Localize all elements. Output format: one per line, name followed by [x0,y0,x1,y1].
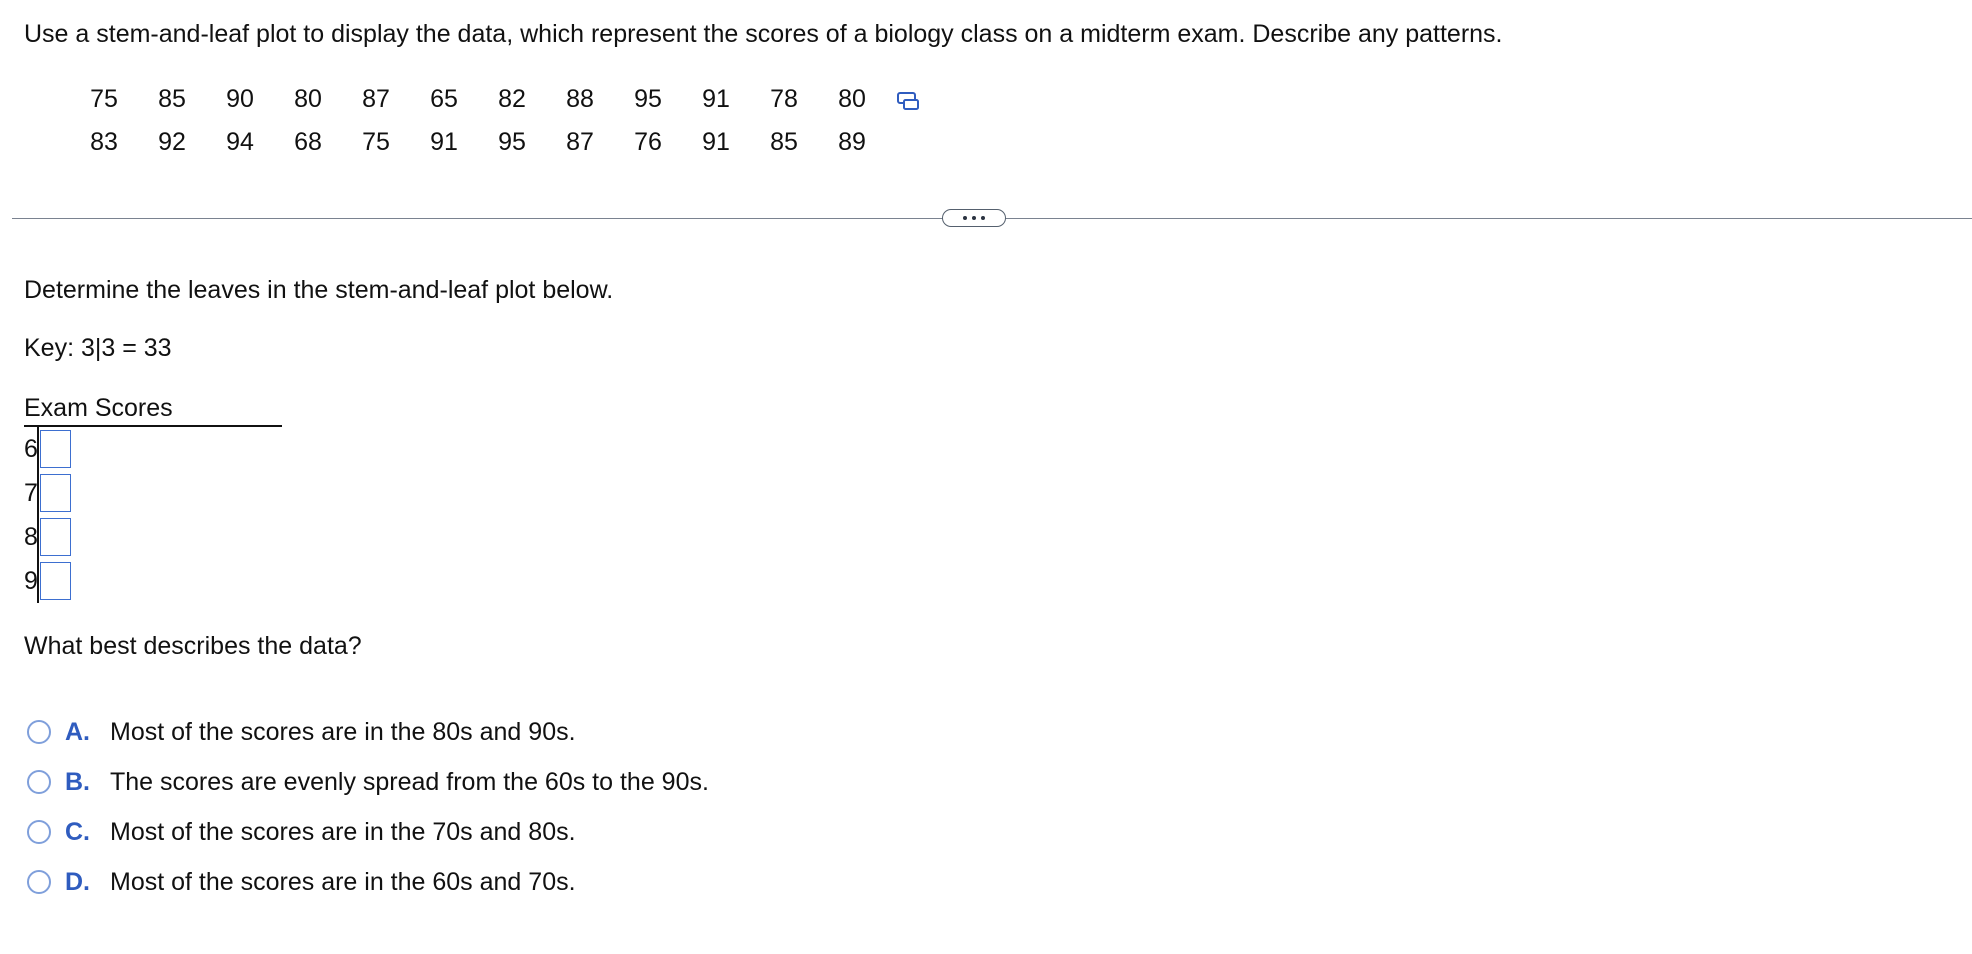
leaf-input-9[interactable] [40,562,71,600]
data-value: 91 [702,128,730,156]
more-options-icon [981,216,985,220]
choice-text: Most of the scores are in the 60s and 70s. [110,867,576,896]
stem-label: 7 [24,471,39,515]
stem-label: 8 [24,515,39,559]
data-value: 89 [838,128,866,156]
data-value: 88 [566,85,594,113]
question-text: Use a stem-and-leaf plot to display the data, which represent the scores of a biology class on a midterm exam. Describe any patterns. [24,20,1503,48]
data-value: 68 [294,128,322,156]
copy-data-icon-graphic [896,90,922,112]
data-row [70,78,886,121]
stem-label: 9 [24,559,39,603]
data-table [70,78,886,164]
data-value: 94 [226,128,254,156]
stem-leaf-plot [24,392,282,603]
data-row [70,121,886,164]
plot-key: Key: 3|3 = 33 [24,334,172,362]
choice-letter: D. [65,867,90,896]
data-value: 65 [430,85,458,113]
choice-letter: B. [65,767,90,796]
plot-row [24,471,282,515]
plot-row [24,559,282,603]
data-value: 87 [566,128,594,156]
data-value: 85 [770,128,798,156]
plot-rows [24,427,282,603]
choice-c[interactable] [27,807,709,857]
data-value: 92 [158,128,186,156]
radio-button[interactable] [27,720,51,744]
instruction-text: Determine the leaves in the stem-and-leaf plot below. [24,276,614,304]
data-value: 75 [362,128,390,156]
data-value: 87 [362,85,390,113]
question-prompt: What best describes the data? [24,632,362,660]
data-value: 95 [498,128,526,156]
choice-text: Most of the scores are in the 70s and 80s. [110,817,576,846]
choice-d[interactable] [27,857,709,907]
radio-button[interactable] [27,820,51,844]
choice-b[interactable] [27,757,709,807]
data-value: 82 [498,85,526,113]
choice-letter: A. [65,717,90,746]
plot-title: Exam Scores [24,392,282,427]
copy-data-icon[interactable] [896,90,922,112]
more-options-icon [972,216,976,220]
choice-text: The scores are evenly spread from the 60s to the 90s. [110,767,709,796]
data-value: 83 [90,128,118,156]
data-value: 95 [634,85,662,113]
choice-letter: C. [65,817,90,846]
data-value: 80 [294,85,322,113]
data-value: 78 [770,85,798,113]
leaf-input-7[interactable] [40,474,71,512]
radio-button[interactable] [27,770,51,794]
data-value: 91 [430,128,458,156]
choice-a[interactable] [27,707,709,757]
data-value: 91 [702,85,730,113]
radio-button[interactable] [27,870,51,894]
data-value: 85 [158,85,186,113]
more-options-icon [963,216,967,220]
plot-row [24,515,282,559]
leaf-input-8[interactable] [40,518,71,556]
leaf-input-6[interactable] [40,430,71,468]
plot-row [24,427,282,471]
answer-choices [27,707,709,907]
choice-text: Most of the scores are in the 80s and 90s. [110,717,576,746]
more-options-button[interactable] [942,209,1006,227]
data-value: 75 [90,85,118,113]
data-value: 80 [838,85,866,113]
stem-label: 6 [24,427,39,471]
data-value: 76 [634,128,662,156]
data-value: 90 [226,85,254,113]
